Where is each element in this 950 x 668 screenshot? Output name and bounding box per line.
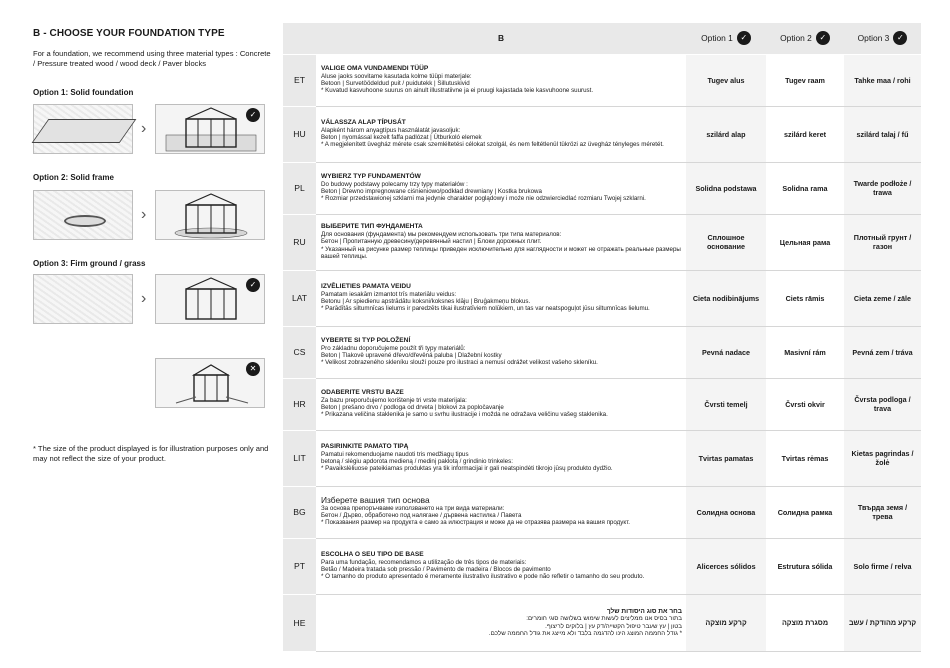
header-option-1: [686, 23, 766, 54]
row-line-1: За основа препоръчваме използването на три вида материали:: [321, 504, 505, 512]
option-1-cell: Tugev alus: [686, 54, 766, 106]
arrow-right-icon: ›: [141, 290, 147, 307]
wood-frame-image: [33, 190, 133, 240]
option-2-cell: מסגרת מוצקה: [766, 594, 844, 651]
row-line-1: Alapként három anyagtípus használatát javasoljuk:: [321, 126, 461, 134]
row-note: * Kuvatud kasvuhoone suurus on ainult illustratiivne ja ei pruugi kajastada teie kasvuhoone suurust.: [321, 87, 594, 95]
row-description: [316, 214, 686, 270]
option-3-cell: Твърда земя / трева: [844, 486, 921, 538]
option-3-label: Option 3: Firm ground / grass: [33, 259, 146, 268]
option-1-cell: קרקע מוצקה: [686, 594, 766, 651]
row-note: * Prikazana veličina staklenika je samo u svrhu ilustracije i možda ne odražava veličinu vašeg staklenika.: [321, 411, 608, 419]
option-1-cell: Cieta nodibinājums: [686, 270, 766, 326]
option-1-cell: Čvrsti temelj: [686, 378, 766, 430]
header-option-2: [766, 23, 844, 54]
row-line-1: Aluse jaoks soovitame kasutada kolme tüüpi materjale:: [321, 72, 472, 80]
table-row: [283, 486, 921, 538]
language-code: CS: [283, 326, 316, 378]
row-title: PASIRINKITE PAMATO TIPĄ: [321, 443, 409, 451]
row-description: [316, 54, 686, 106]
row-note: * גודל החממה המוצג הינו להדגמה בלבד ולא מייצג את גודל החממה שלכם.: [488, 629, 682, 637]
row-line-2: Betão / Madeira tratada sob pressão / Pavimento de madeira / Blocos de pavimento: [321, 566, 551, 573]
language-code: HE: [283, 594, 316, 651]
check-circle-icon: ✓: [737, 31, 751, 45]
option-invalid-illustration: [155, 358, 265, 408]
option-1-cell: Alicerces sólidos: [686, 538, 766, 594]
header-option-1-label: Option 1: [701, 33, 733, 44]
section-title: B - CHOOSE YOUR FOUNDATION TYPE: [33, 28, 225, 39]
language-code: RU: [283, 214, 316, 270]
table-header-row: [283, 23, 921, 54]
greenhouse-image: [155, 274, 265, 324]
check-badge-icon: ✓: [246, 108, 260, 122]
table-row: [283, 54, 921, 106]
check-circle-icon: ✓: [893, 31, 907, 45]
row-line-2: בטון | עץ שעבר טיפול הקשייה/דק עץ | בלוקים לריצוף.: [545, 622, 682, 630]
option-2-cell: Estrutura sólida: [766, 538, 844, 594]
row-note: * Pavaikslėliuose pateikiamas produktas yra tik informacijai ir gali neatspindėti tikrojo jūsų produkto dydžio.: [321, 465, 613, 473]
option-2-cell: Solidna rama: [766, 162, 844, 214]
row-line-1: Pamatui rekomenduojame naudoti tris medžiagų tipus: [321, 450, 469, 458]
table-row: [283, 538, 921, 594]
row-title: VYBERTE SI TYP POLOŽENÍ: [321, 337, 411, 345]
greenhouse-wrong-image: [155, 358, 265, 408]
row-line-1: Para uma fundação, recomendamos a utilização de três tipos de materiais:: [321, 558, 527, 566]
row-note: * Показвания размер на продукта е само за илюстрация и може да не отразява размера на вашия продукт.: [321, 519, 631, 527]
language-code: HU: [283, 106, 316, 162]
language-code: PT: [283, 538, 316, 594]
arrow-right-icon: ›: [141, 120, 147, 137]
row-line-1: Для основания (фундамента) мы рекомендуем использовать три типа материалов:: [321, 230, 562, 238]
header-option-2-label: Option 2: [780, 33, 812, 44]
row-description: [316, 538, 686, 594]
row-line-1: בתור בסיס אנו ממליצים לעשות שימוש בשלושה סוגי חומרים:: [526, 615, 682, 623]
option-3-cell: Čvrsta podloga / trava: [844, 378, 921, 430]
option-1-cell: Солидна основа: [686, 486, 766, 538]
row-title: VALIGE OMA VUNDAMENDI TÜÜP: [321, 65, 429, 73]
row-note: * Parādītās siltumnīcas lielums ir paredzēts tikai ilustratīviem nolūkiem, un tas var neatspoguļot jūsu siltumnīcas lielumu.: [321, 305, 650, 313]
language-code: BG: [283, 486, 316, 538]
check-circle-icon: ✓: [816, 31, 830, 45]
row-line-2: Betoon | Survetöödeldud puit / puidutekk | Sillutuskivid: [321, 80, 470, 87]
option-3-cell: קרקע מהודקת / עשב: [844, 594, 921, 651]
row-title: IZVĒLIETIES PAMATA VEIDU: [321, 283, 411, 291]
row-line-2: Betonu | Ar spiedienu apstrādātu koksni/koksnes klāju | Bruģakmeņu blokus.: [321, 298, 531, 305]
table-row: [283, 594, 921, 651]
option-2-cell: Tugev raam: [766, 54, 844, 106]
option-2-illustration: [33, 190, 263, 240]
option-1-illustration: [33, 104, 263, 154]
row-line-2: Beton | Drewno impregnowane ciśnieniowo/podkład drewniany | Kostka brukowa: [321, 188, 542, 195]
option-1-cell: Pevná nadace: [686, 326, 766, 378]
row-line-1: Pro základnu doporučujeme použít tři typy materiálů:: [321, 344, 466, 352]
row-note: * O tamanho do produto apresentado é meramente ilustrativo ilustrativo e pode não refletir o tamanho do seu produto.: [321, 573, 645, 581]
ground-image: [33, 274, 133, 324]
option-3-cell: Twarde podłoże / trawa: [844, 162, 921, 214]
row-description: [316, 594, 686, 651]
table-row: [283, 430, 921, 486]
row-line-1: Pamatam iesakām izmantot trīs materiālu veidus:: [321, 290, 457, 298]
row-line-1: Za bazu preporučujemo korištenje tri vrste materijala:: [321, 396, 467, 404]
greenhouse-image: [155, 104, 265, 154]
row-title: VÁLASSZA ALAP TÍPUSÁT: [321, 119, 406, 127]
row-description: [316, 162, 686, 214]
translations-table: [283, 23, 921, 652]
table-row: [283, 270, 921, 326]
row-description: [316, 378, 686, 430]
row-description: [316, 106, 686, 162]
option-2-cell: Ciets rāmis: [766, 270, 844, 326]
language-code: LIT: [283, 430, 316, 486]
intro-text: For a foundation, we recommend using three material types : Concrete / Pressure treated wood / wood deck / Paver blocks: [33, 49, 271, 68]
check-badge-icon: ✓: [246, 278, 260, 292]
table-row: [283, 326, 921, 378]
header-code: [283, 23, 316, 54]
option-3-cell: szilárd talaj / fű: [844, 106, 921, 162]
row-title: ESCOLHA O SEU TIPO DE BASE: [321, 551, 424, 559]
row-line-1: Do budowy podstawy polecamy trzy typy materiałów :: [321, 180, 468, 188]
language-code: HR: [283, 378, 316, 430]
row-line-2: Beton | prešano drvo / podloga od drveta | blokovi za popločavanje: [321, 404, 504, 411]
option-1-cell: szilárd alap: [686, 106, 766, 162]
cross-badge-icon: ✕: [246, 362, 260, 376]
option-1-label: Option 1: Solid foundation: [33, 88, 134, 97]
option-1-cell: Tvirtas pamatas: [686, 430, 766, 486]
language-code: ET: [283, 54, 316, 106]
row-title: WYBIERZ TYP FUNDAMENTÓW: [321, 173, 421, 181]
row-title: בחר את סוג היסודות שלך: [606, 607, 682, 615]
option-3-cell: Pevná zem / tráva: [844, 326, 921, 378]
table-row: [283, 162, 921, 214]
header-desc: B: [316, 23, 686, 54]
header-option-3-label: Option 3: [857, 33, 890, 44]
row-line-2: Бетон | Пропитанную древесину/деревянный настил | Блоки дорожных плит.: [321, 238, 542, 246]
greenhouse-image: [155, 190, 265, 240]
option-3-cell: Cieta zeme / zāle: [844, 270, 921, 326]
row-description: [316, 430, 686, 486]
row-title: ODABERITE VRSTU BAZE: [321, 389, 404, 397]
table-row: [283, 106, 921, 162]
table-row: [283, 378, 921, 430]
row-line-2: Beton | nyomással kezelt faffa padlózat | Útburkoló elemek: [321, 134, 482, 141]
option-3-cell: Tahke maa / rohi: [844, 54, 921, 106]
row-title: Изберете вашия тип основа: [321, 495, 430, 506]
option-1-cell: Сплошное основание: [686, 214, 766, 270]
row-note: * Rozmiar przedstawionej szklarni ma jedynie charakter poglądowy i może nie odzwierciedlać rozmiaru Twojej szklarni.: [321, 195, 646, 203]
option-3-cell: Плотный грунт / газон: [844, 214, 921, 270]
concrete-slab-image: [33, 104, 133, 154]
option-3-cell: Kietas pagrindas / žolė: [844, 430, 921, 486]
row-line-2: Бетон / Дърво, обработено под налягане / дървена настилка / Павета: [321, 512, 522, 519]
row-line-2: Beton | Tlakově upravené dřevo/dřevěná paluba | Dlažební kostky: [321, 352, 502, 359]
option-2-label: Option 2: Solid frame: [33, 173, 114, 182]
table-row: [283, 214, 921, 270]
row-description: [316, 326, 686, 378]
row-line-2: betoną / slėgiu apdorota medieną / medinį paklotą / grindinio trinkeles:: [321, 458, 513, 465]
option-3-cell: Solo firme / relva: [844, 538, 921, 594]
option-2-cell: Tvirtas rėmas: [766, 430, 844, 486]
row-title: ВЫБЕРИТЕ ТИП ФУНДАМЕНТА: [321, 223, 423, 231]
option-2-cell: Солидна рамка: [766, 486, 844, 538]
footnote: * The size of the product displayed is for illustration purposes only and may not reflect the size of your product.: [33, 444, 269, 463]
option-2-cell: Masivní rám: [766, 326, 844, 378]
option-1-cell: Solidna podstawa: [686, 162, 766, 214]
row-note: * A megjelenített üvegház mérete csak szemléltetési célokat szolgál, és nem feltétlenül tükrözi az üvegház tényleges méretét.: [321, 141, 664, 149]
row-note: * Velikost zobrazeného skleníku slouží pouze pro ilustraci a nemusí odrážet velikost vašeho skleníku.: [321, 359, 598, 367]
option-2-cell: Цельная рама: [766, 214, 844, 270]
row-description: [316, 270, 686, 326]
option-2-cell: Čvrsti okvir: [766, 378, 844, 430]
row-description: [316, 486, 686, 538]
language-code: LAT: [283, 270, 316, 326]
language-code: PL: [283, 162, 316, 214]
option-2-cell: szilárd keret: [766, 106, 844, 162]
row-note: * Указанный на рисунке размер теплицы приведен исключительно для наглядности и может не отражать реальные размеры вашей теплицы.: [321, 245, 681, 261]
option-3-illustration: [33, 274, 263, 324]
header-option-3: [844, 23, 921, 54]
left-panel: [33, 28, 273, 69]
arrow-right-icon: ›: [141, 206, 147, 223]
